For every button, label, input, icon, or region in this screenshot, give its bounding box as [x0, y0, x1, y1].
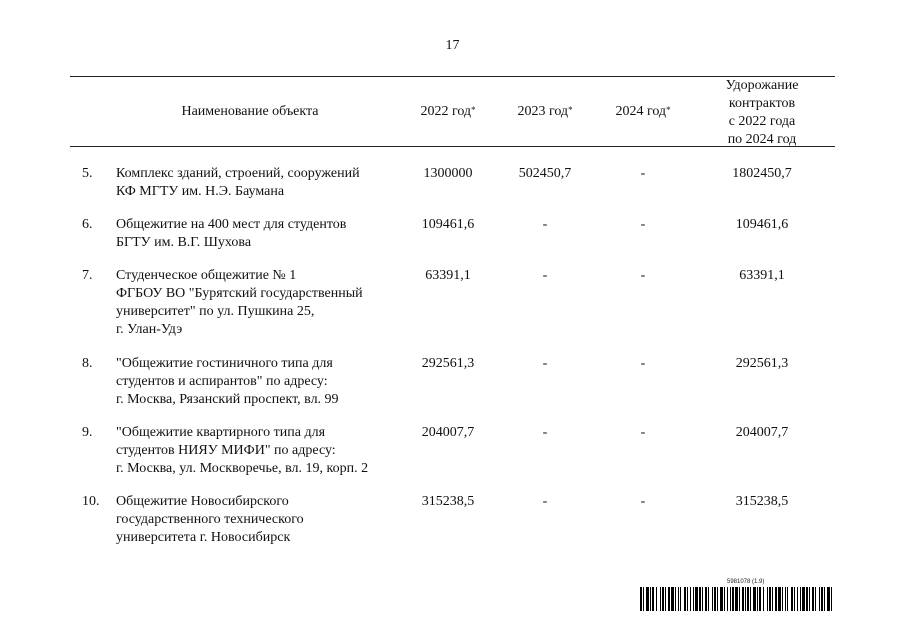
value-2022: 204007,7 [421, 425, 475, 440]
barcode-bar [806, 587, 808, 611]
row-number: 7. [82, 268, 93, 283]
header-year-2024: 2024 год* [615, 104, 671, 119]
barcode-bar [787, 587, 788, 611]
value-increase: 292561,3 [735, 356, 789, 371]
barcode-bar [678, 587, 679, 611]
barcode-bar [646, 587, 649, 611]
barcode-bar [735, 587, 738, 611]
value-2023: - [542, 356, 548, 371]
value-2024: - [640, 494, 646, 509]
barcode-bar [745, 587, 746, 611]
barcode-bar [690, 587, 691, 611]
barcode-bar [720, 587, 723, 611]
barcode-bar [782, 587, 783, 611]
barcode-bar [812, 587, 814, 611]
row-number: 6. [82, 217, 93, 232]
object-name: Общежитие Новосибирского государственного технического университета г. Новосибирск [116, 494, 304, 545]
object-name: "Общежитие квартирного типа для студентов НИЯУ МИФИ" по адресу: г. Москва, ул. Москворечье, вл. 19, корп. 2 [116, 425, 369, 476]
value-2024: - [640, 166, 646, 181]
row-number: 10. [82, 494, 100, 509]
barcode-bar [809, 587, 810, 611]
row-number: 9. [82, 425, 93, 440]
barcode-bar [775, 587, 777, 611]
barcode-bar [705, 587, 707, 611]
row-number: 5. [82, 166, 93, 181]
barcode-bar [675, 587, 676, 611]
barcode-bar [800, 587, 801, 611]
value-2022: 63391,1 [425, 268, 471, 283]
barcode-bar [680, 587, 681, 611]
object-name: "Общежитие гостиничного типа для студентов и аспирантов" по адресу: г. Москва, Рязанский проспект, вл. 99 [116, 356, 339, 407]
barcode-bar [791, 587, 793, 611]
barcode-bar [640, 587, 642, 611]
barcode-bar [660, 587, 661, 611]
barcode-bar [753, 587, 756, 611]
value-2022: 109461,6 [421, 217, 475, 232]
barcode-bar [767, 587, 768, 611]
barcode-bar [794, 587, 795, 611]
barcode-bar [656, 587, 657, 611]
barcode-bar [815, 587, 816, 611]
barcode-bar [747, 587, 749, 611]
value-2022: 292561,3 [421, 356, 475, 371]
barcode-bar [763, 587, 764, 611]
value-increase: 109461,6 [735, 217, 789, 232]
barcode-bar [665, 587, 666, 611]
row-number: 8. [82, 356, 93, 371]
header-cost-increase: Удорожание контрактов с 2022 года по 2024 год [725, 78, 799, 147]
barcode-bar [702, 587, 703, 611]
header-name-column: Наименование объекта [181, 104, 319, 119]
page-number: 17 [445, 38, 460, 53]
barcode-bar [671, 587, 674, 611]
barcode-bar [684, 587, 686, 611]
value-2022: 1300000 [423, 166, 473, 181]
barcode-bar [757, 587, 758, 611]
barcode-label: 5981078 (1.9) [727, 579, 765, 585]
barcode-bar [652, 587, 654, 611]
value-2024: - [640, 217, 646, 232]
barcode-bar [714, 587, 716, 611]
barcode-bar [687, 587, 688, 611]
barcode-icon [640, 587, 832, 611]
value-2023: - [542, 268, 548, 283]
barcode-bar [643, 587, 644, 611]
barcode-bar [827, 587, 830, 611]
barcode-bar [772, 587, 773, 611]
value-2023: 502450,7 [518, 166, 572, 181]
barcode-bar [824, 587, 825, 611]
value-2023: - [542, 217, 548, 232]
value-2023: - [542, 494, 548, 509]
barcode-bar [724, 587, 725, 611]
header-year-2022: 2022 год* [420, 104, 476, 119]
barcode-bar [769, 587, 771, 611]
barcode-bar [727, 587, 728, 611]
barcode-bar [778, 587, 781, 611]
barcode-bar [750, 587, 751, 611]
barcode-bar [785, 587, 786, 611]
value-2024: - [640, 356, 646, 371]
value-increase: 315238,5 [735, 494, 789, 509]
value-2024: - [640, 268, 646, 283]
barcode-bar [695, 587, 698, 611]
object-name: Студенческое общежитие № 1 ФГБОУ ВО "Бурятский государственный университет" по ул. Пушкина 25, г. Улан-Удэ [116, 268, 363, 337]
barcode-bar [821, 587, 823, 611]
barcode-bar [712, 587, 713, 611]
barcode-bar [759, 587, 761, 611]
barcode-bar [732, 587, 734, 611]
barcode-bar [730, 587, 731, 611]
barcode-bar [650, 587, 651, 611]
barcode-bar [699, 587, 701, 611]
value-2022: 315238,5 [421, 494, 475, 509]
value-increase: 1802450,7 [732, 166, 792, 181]
barcode-bar [708, 587, 709, 611]
barcode-bar [797, 587, 798, 611]
barcode-bar [739, 587, 740, 611]
object-name: Общежитие на 400 мест для студентов БГТУ им. В.Г. Шухова [116, 217, 347, 250]
value-increase: 204007,7 [735, 425, 789, 440]
value-2023: - [542, 425, 548, 440]
barcode-bar [742, 587, 744, 611]
barcode-bar [831, 587, 832, 611]
barcode-bar [693, 587, 694, 611]
header-year-2023: 2023 год* [517, 104, 573, 119]
barcode-bar [662, 587, 664, 611]
barcode-bar [819, 587, 820, 611]
barcode-bar [668, 587, 670, 611]
value-2024: - [640, 425, 646, 440]
barcode-bar [802, 587, 805, 611]
value-increase: 63391,1 [739, 268, 785, 283]
barcode-bar [717, 587, 718, 611]
object-name: Комплекс зданий, строений, сооружений КФ МГТУ им. Н.Э. Баумана [116, 166, 360, 199]
